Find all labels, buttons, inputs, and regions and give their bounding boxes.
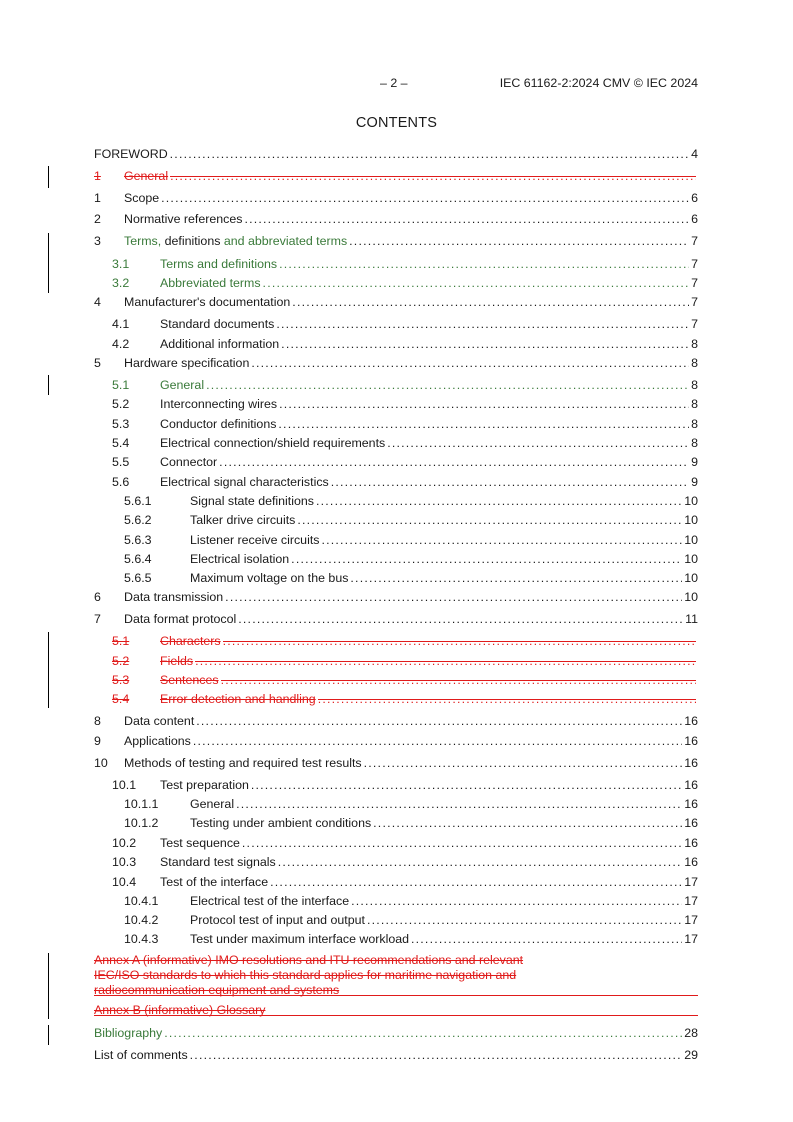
toc-entry-page: 6 bbox=[691, 191, 698, 205]
toc-entry-text: Normative references bbox=[124, 212, 243, 226]
toc-entry-page: 7 bbox=[691, 295, 698, 309]
toc-entry[interactable] bbox=[94, 190, 698, 206]
toc-entry-page: 7 bbox=[691, 276, 698, 290]
toc-entry-text: Data content bbox=[124, 714, 195, 728]
toc-entry-page: 8 bbox=[691, 417, 698, 431]
annex-a-line-3: radiocommunication equipment and systems bbox=[94, 983, 340, 997]
toc-entry[interactable] bbox=[112, 316, 698, 332]
toc-entry-text: Sentences bbox=[160, 673, 219, 687]
page-number: – 2 – bbox=[380, 76, 408, 90]
annex-b-line: Annex B (informative) Glossary bbox=[94, 1003, 266, 1017]
toc-entry-page: 8 bbox=[691, 436, 698, 450]
toc-entry-number: 4.1 bbox=[112, 317, 130, 331]
toc-entry-text: Conductor definitions bbox=[160, 417, 277, 431]
toc-entry-text-part: definitions bbox=[161, 234, 224, 248]
toc-entry-text: Data format protocol bbox=[124, 612, 237, 626]
toc-entry-text: Scope bbox=[124, 191, 160, 205]
toc-entry-text-part: and abbreviated terms bbox=[223, 234, 348, 248]
toc-entry-number: 10.4.3 bbox=[124, 932, 159, 946]
toc-entry-number: 8 bbox=[94, 714, 101, 728]
toc-entry-number: 5.1 bbox=[112, 378, 130, 392]
toc-entry-text: Characters bbox=[160, 634, 221, 648]
toc-entry-number: 4.2 bbox=[112, 337, 130, 351]
toc-entry[interactable] bbox=[112, 835, 698, 851]
toc-entry[interactable] bbox=[124, 532, 698, 548]
toc-entry-text: Standard documents bbox=[160, 317, 275, 331]
toc-entry[interactable] bbox=[94, 733, 698, 749]
toc-entry[interactable] bbox=[94, 211, 698, 227]
toc-entry-text: Applications bbox=[124, 734, 191, 748]
toc-entry-number: 10.3 bbox=[112, 855, 137, 869]
toc-entry[interactable] bbox=[124, 912, 698, 928]
toc-entry-number: 1 bbox=[94, 191, 101, 205]
toc-entry-page: 16 bbox=[684, 778, 698, 792]
toc-entry[interactable] bbox=[94, 355, 698, 371]
toc-entry-number: 1 bbox=[94, 169, 101, 183]
toc-entry[interactable] bbox=[94, 168, 698, 184]
page-header bbox=[0, 76, 793, 92]
toc-entry-text: General bbox=[124, 169, 169, 183]
toc-entry-text: List of comments bbox=[94, 1048, 188, 1062]
toc-entry-page: 8 bbox=[691, 356, 698, 370]
toc-entry-number: 3.2 bbox=[112, 276, 130, 290]
toc-entry-text: Signal state definitions bbox=[190, 494, 314, 508]
toc-entry-number: 10.4.1 bbox=[124, 894, 159, 908]
toc-entry[interactable] bbox=[124, 796, 698, 812]
toc-entry-number: 3.1 bbox=[112, 257, 130, 271]
toc-entry-page: 16 bbox=[684, 714, 698, 728]
toc-entry-text: Connector bbox=[160, 455, 218, 469]
toc-entry-page: 28 bbox=[684, 1026, 698, 1040]
change-bar bbox=[48, 375, 49, 395]
toc-entry[interactable] bbox=[112, 633, 698, 649]
toc-entry-number: 10 bbox=[94, 756, 108, 770]
toc-entry[interactable] bbox=[112, 275, 698, 291]
toc-entry-number: 5.6.3 bbox=[124, 533, 152, 547]
toc-entry[interactable] bbox=[112, 854, 698, 870]
toc-entry-number: 5.2 bbox=[112, 654, 130, 668]
toc-entry[interactable] bbox=[94, 589, 698, 605]
toc-entry[interactable] bbox=[112, 777, 698, 793]
toc-entry-page: 10 bbox=[684, 590, 698, 604]
toc-entry-number: 10.1.1 bbox=[124, 797, 159, 811]
toc-entry-text: Error detection and handling bbox=[160, 692, 316, 706]
toc-entry-number: 3 bbox=[94, 234, 101, 248]
toc-entry-text: Data transmission bbox=[124, 590, 224, 604]
toc-entry-page: 7 bbox=[691, 257, 698, 271]
toc-entry-page: 8 bbox=[691, 378, 698, 392]
toc-entry-number: 5.6.5 bbox=[124, 571, 152, 585]
toc-entry-text-part: Terms, bbox=[124, 234, 162, 248]
toc-entry-page: 9 bbox=[691, 455, 698, 469]
toc-entry[interactable] bbox=[112, 336, 698, 352]
change-bar bbox=[48, 953, 49, 1019]
toc-entry-text: Interconnecting wires bbox=[160, 397, 278, 411]
toc-entry-text: Test of the interface bbox=[160, 875, 269, 889]
toc-entry[interactable] bbox=[94, 611, 698, 627]
change-bar bbox=[48, 233, 49, 293]
toc-entry[interactable] bbox=[112, 396, 698, 412]
toc-entry-page: 10 bbox=[684, 513, 698, 527]
toc-entry-number: 5.2 bbox=[112, 397, 130, 411]
deleted-annex-b bbox=[94, 1003, 698, 1018]
standard-reference: IEC 61162-2:2024 CMV © IEC 2024 bbox=[499, 76, 698, 90]
toc-entry-page: 8 bbox=[691, 397, 698, 411]
toc-entry[interactable] bbox=[94, 294, 698, 310]
toc-entry-number: 10.4.2 bbox=[124, 913, 159, 927]
toc-entry-page: 17 bbox=[684, 932, 698, 946]
toc-entry-text: Testing under ambient conditions bbox=[190, 816, 372, 830]
toc-entry[interactable] bbox=[112, 454, 698, 470]
toc-entry-page: 29 bbox=[684, 1048, 698, 1062]
toc-entry[interactable] bbox=[124, 931, 698, 947]
toc-entry-text: Test preparation bbox=[160, 778, 249, 792]
toc-entry-text: Electrical test of the interface bbox=[190, 894, 350, 908]
toc-entry-text: FOREWORD bbox=[94, 147, 168, 161]
toc-entry-text: Hardware specification bbox=[124, 356, 250, 370]
toc-entry-text: General bbox=[190, 797, 235, 811]
page-title: CONTENTS bbox=[355, 115, 438, 131]
toc-entry-number: 5.4 bbox=[112, 436, 130, 450]
toc-entry-number: 6 bbox=[94, 590, 101, 604]
toc-entry[interactable] bbox=[112, 256, 698, 272]
toc-entry-number: 5.1 bbox=[112, 634, 130, 648]
toc-entry-number: 4 bbox=[94, 295, 101, 309]
toc-entry[interactable] bbox=[124, 493, 698, 509]
toc-entry-number: 7 bbox=[94, 612, 101, 626]
toc-entry-page: 6 bbox=[691, 212, 698, 226]
toc-entry[interactable] bbox=[112, 377, 698, 393]
toc-entry-page: 10 bbox=[684, 571, 698, 585]
annex-a-line-2: IEC/ISO standards to which this standard applies for maritime navigation and bbox=[94, 968, 517, 982]
toc-entry[interactable] bbox=[112, 874, 698, 890]
toc-entry-list-of-comments[interactable] bbox=[94, 1047, 698, 1063]
toc-entry-text: Standard test signals bbox=[160, 855, 276, 869]
toc-entry-page: 11 bbox=[685, 612, 698, 626]
toc-entry-text: Electrical signal characteristics bbox=[160, 475, 329, 489]
toc-entry-bibliography[interactable] bbox=[94, 1025, 698, 1041]
toc-entry-text: Protocol test of input and output bbox=[190, 913, 365, 927]
toc-entry[interactable] bbox=[124, 815, 698, 831]
toc-entry-page: 16 bbox=[684, 797, 698, 811]
toc-entry-page: 10 bbox=[684, 533, 698, 547]
toc-entry[interactable] bbox=[124, 893, 698, 909]
toc-entry-page: 16 bbox=[684, 855, 698, 869]
toc-entry-number: 10.1 bbox=[112, 778, 137, 792]
toc-entry-text: Talker drive circuits bbox=[190, 513, 296, 527]
toc-entry[interactable] bbox=[124, 570, 698, 586]
toc-entry-text bbox=[124, 233, 347, 249]
toc-entry-number: 10.1.2 bbox=[124, 816, 159, 830]
toc-entry[interactable] bbox=[112, 653, 698, 669]
toc-entry-text: Maximum voltage on the bus bbox=[190, 571, 349, 585]
toc-entry-page: 4 bbox=[691, 147, 698, 161]
toc-entry-page: 17 bbox=[684, 913, 698, 927]
toc-entry[interactable] bbox=[124, 551, 698, 567]
toc-entry-number: 10.4 bbox=[112, 875, 137, 889]
toc-entry[interactable] bbox=[112, 672, 698, 688]
toc-entry-text: Additional information bbox=[160, 337, 280, 351]
toc-entry-text: Bibliography bbox=[94, 1026, 163, 1040]
toc-entry-text: General bbox=[160, 378, 205, 392]
toc-entry[interactable] bbox=[112, 691, 698, 707]
toc-entry-page: 17 bbox=[684, 875, 698, 889]
toc-entry-page: 7 bbox=[691, 234, 698, 248]
toc-entry-number: 5 bbox=[94, 356, 101, 370]
toc-entry[interactable] bbox=[94, 713, 698, 729]
toc-entry-page: 17 bbox=[684, 894, 698, 908]
toc-entry-text: Methods of testing and required test results bbox=[124, 756, 362, 770]
toc-entry-page: 10 bbox=[684, 494, 698, 508]
toc-entry-page: 9 bbox=[691, 475, 698, 489]
change-bar bbox=[48, 1025, 49, 1045]
toc-entry-number: 9 bbox=[94, 734, 101, 748]
toc-entry[interactable] bbox=[112, 474, 698, 490]
toc-entry-number: 5.5 bbox=[112, 455, 130, 469]
toc-entry-page: 7 bbox=[691, 317, 698, 331]
toc-entry[interactable] bbox=[94, 755, 698, 771]
toc-entry-text: Abbreviated terms bbox=[160, 276, 261, 290]
toc-entry-number: 5.6.4 bbox=[124, 552, 152, 566]
toc-entry[interactable] bbox=[94, 233, 698, 249]
toc-entry-text: Test sequence bbox=[160, 836, 240, 850]
toc-entry[interactable] bbox=[94, 146, 698, 162]
toc-entry-text: Listener receive circuits bbox=[190, 533, 320, 547]
deleted-annex-a bbox=[94, 953, 698, 998]
toc-entry-text: Terms and definitions bbox=[160, 257, 278, 271]
toc-entry-page: 16 bbox=[684, 734, 698, 748]
toc-entry-text: Electrical connection/shield requirements bbox=[160, 436, 386, 450]
toc-entry[interactable] bbox=[124, 512, 698, 528]
toc-entry-number: 5.6.1 bbox=[124, 494, 152, 508]
toc-entry-page: 10 bbox=[684, 552, 698, 566]
change-bar bbox=[48, 632, 49, 708]
toc-entry-page: 16 bbox=[684, 816, 698, 830]
toc-entry-number: 5.4 bbox=[112, 692, 130, 706]
toc-entry-number: 5.3 bbox=[112, 417, 130, 431]
toc-entry-number: 10.2 bbox=[112, 836, 137, 850]
toc-entry-number: 5.3 bbox=[112, 673, 130, 687]
toc-entry-text: Electrical isolation bbox=[190, 552, 290, 566]
annex-a-line-1: Annex A (informative) IMO resolutions and ITU recommendations and relevant bbox=[94, 953, 524, 967]
toc-entry-number: 5.6 bbox=[112, 475, 130, 489]
toc-entry-text: Fields bbox=[160, 654, 194, 668]
toc-entry-text: Test under maximum interface workload bbox=[190, 932, 409, 946]
toc-entry-page: 16 bbox=[684, 836, 698, 850]
toc-entry[interactable] bbox=[112, 435, 698, 451]
toc-entry-text: Manufacturer's documentation bbox=[124, 295, 291, 309]
toc-entry[interactable] bbox=[112, 416, 698, 432]
change-bar bbox=[48, 166, 49, 188]
toc-entry-number: 2 bbox=[94, 212, 101, 226]
toc-entry-number: 5.6.2 bbox=[124, 513, 152, 527]
toc-entry-page: 8 bbox=[691, 337, 698, 351]
toc-entry-page: 16 bbox=[684, 756, 698, 770]
